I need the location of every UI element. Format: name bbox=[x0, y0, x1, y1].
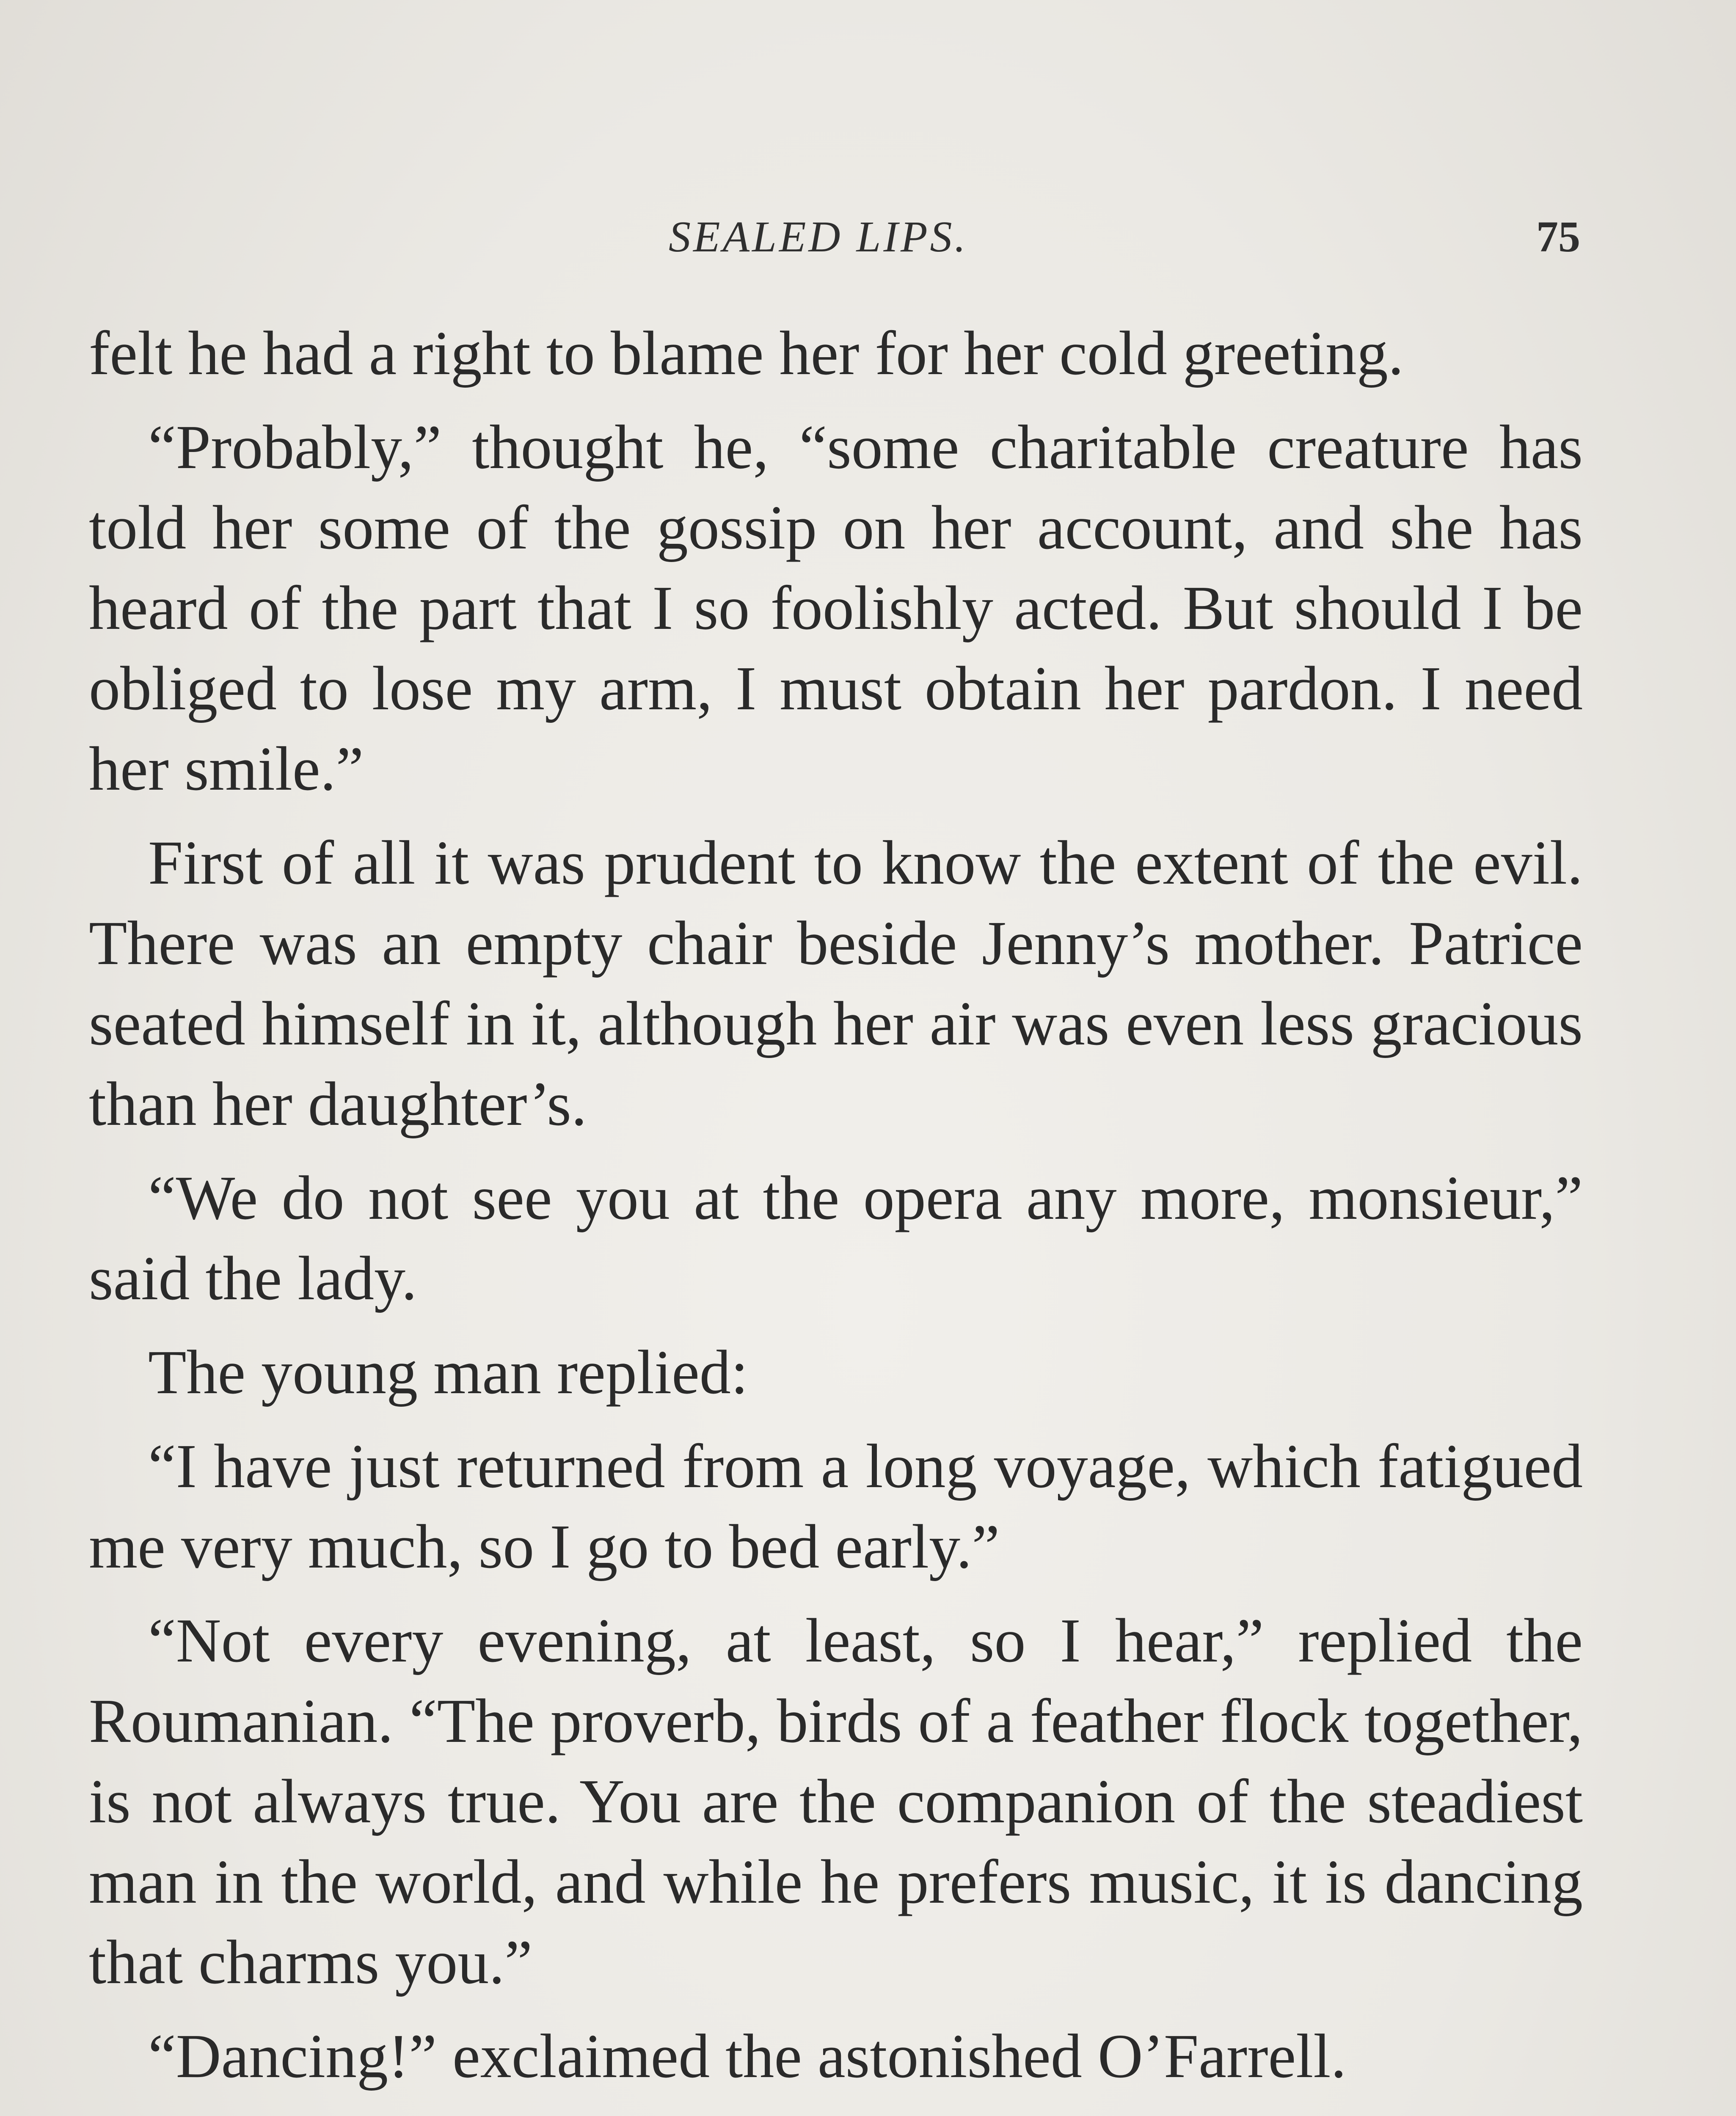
body-text bbox=[89, 313, 1583, 2116]
page-number: 75 bbox=[1536, 212, 1580, 261]
paragraph: “We do not see you at the opera any more, monsieur,” said the lady. bbox=[89, 1163, 1583, 1313]
paragraph: felt he had a right to blame her for her cold greeting. bbox=[89, 319, 1404, 388]
paragraph: “Probably,” thought he, “some charitable creature has told her some of the gossip on her account, and she has heard of the part that I so foolishly acted. But should I be obliged to lose my arm, I must obtain her pardon. I need her smile.” bbox=[89, 413, 1583, 804]
paragraph: The young man replied: bbox=[148, 1338, 748, 1407]
paragraph: “Dancing!” exclaimed the astonished O’Farrell. bbox=[148, 2022, 1347, 2091]
paragraph: “I have just returned from a long voyage, which fatigued me very much, so I go to bed early.” bbox=[89, 1432, 1583, 1581]
paragraph: First of all it was prudent to know the extent of the evil. There was an empty chair beside Jenny’s mother. Patrice seated himself in it, although her air was even less gracious than her daughter’s. bbox=[89, 828, 1583, 1139]
paragraph bbox=[89, 2110, 1583, 2116]
running-title: SEALED LIPS. bbox=[669, 212, 968, 261]
paragraph: “Not every evening, at least, so I hear,” replied the Roumanian. “The proverb, birds of a feather flock together, is not always true. You are the companion of the steadiest man in the world, and while he prefers music, it is dancing that charms you.” bbox=[89, 1606, 1583, 1997]
running-head bbox=[0, 212, 1736, 279]
